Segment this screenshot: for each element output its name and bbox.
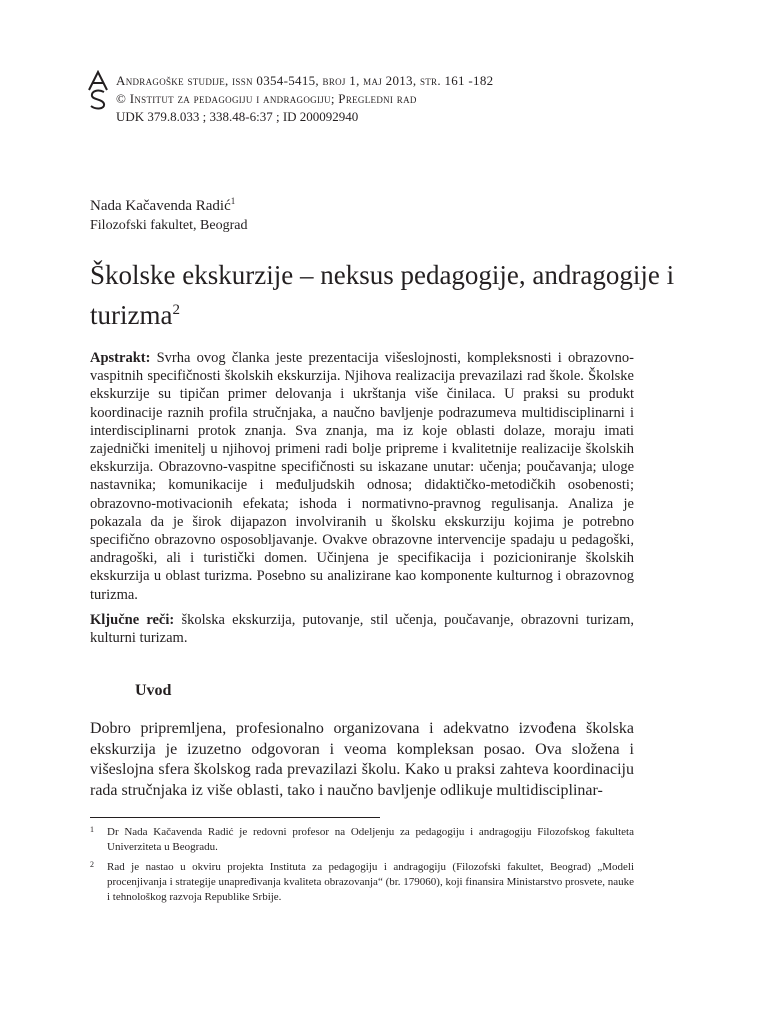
author-block bbox=[90, 192, 247, 235]
body-paragraph: Dobro pripremljena, profesionalno organizovana i adekvatno izvođena školska ekskurzija je izuzetno odgovoran i veoma kompleksan posao. Ova složena i višeslojna sfera školskog rada prevazilazi školu. Kako u praksi zahteva koordinaciju rada stručnjaka iz više oblasti, tako i naučno bavljenje odlikuje multidisciplinar- bbox=[90, 720, 634, 799]
footnote-text: Dr Nada Kačavenda Radić je redovni profesor na Odeljenju za pedagogiju i andragogiju Filozofskog fakulteta Univerziteta u Beogradu. bbox=[107, 826, 634, 853]
footnote-item bbox=[90, 825, 634, 855]
journal-logo bbox=[86, 70, 110, 110]
footnote-divider bbox=[90, 817, 380, 818]
article-title bbox=[90, 258, 690, 333]
abstract-label: Apstrakt: bbox=[90, 350, 151, 366]
keywords-label: Ključne reči: bbox=[90, 612, 175, 628]
journal-header bbox=[116, 72, 493, 126]
section-heading: Uvod bbox=[135, 682, 172, 699]
footnote-item bbox=[90, 860, 634, 905]
abstract bbox=[90, 349, 634, 604]
keywords-text: školska ekskurzija, putovanje, stil učenja, poučavanje, obrazovni turizam, kulturni turizam. bbox=[90, 612, 635, 647]
journal-udk: UDK 379.8.033 ; 338.48-6:37 ; ID 200092940 bbox=[116, 109, 359, 124]
journal-copyright: © Institut za pedagogiju i andragogiju; Pregledni rad bbox=[116, 91, 417, 106]
footnote-text: Rad je nastao u okviru projekta Instituta za pedagogiju i andragogiju (Filozofski fakultet, Beograd) „Modeli procenjivanja i strategije unapređivanja kvaliteta obrazovanja“ (br. 179060), koji finansira Ministarstvo prosvete, nauke i tehnološkog razvoja Republike Srbije. bbox=[107, 861, 634, 903]
footnote-mark: 2 bbox=[90, 860, 94, 869]
abstract-text: Svrha ovog članka jeste prezentacija višeslojnosti, kompleksnosti i obrazovno-vaspitnih specifičnosti školskih ekskurzija. Njihova realizacija prevazilazi rad škole. Školske ekskurzije su tipičan primer delovanja i ukrštanja više činilaca. U praksi su produkt koordinacije raznih profila stručnjaka, a naučno bavljenje podrazumeva multidisciplinarni i interdisciplinarni protok znanja. Sva znanja, ma iz koje oblasti dolaze, moraju imati zajednički imenitelj u njihovoj primeni radi bolje pripreme i kvalitetnije realizacije školskih ekskurzija. Obrazovno-vaspitne specifičnosti su iskazane unutar: učenja; poučavanja; uloge nastavnika; komunikacije i međuljudskih odnosa; didaktičko-metodičkih osobenosti; obrazovno-motivacionih efekata; ishoda i normativno-pravnog regulisanja. Analiza je pokazala da je širok dijapazon involviranih u školsku ekskurziju kojima je potrebno specifično obrazovno osposobljavanje. Ovakve obrazovne intervencije spadaju u pedagoški, andragoški, ali i turistički domen. Učinjena je specifikacija i pozicioniranje školskih ekskurzija u oblast turizma. Posebno su analizirane kao komponente kulturnog i obrazovnog turizma. bbox=[90, 350, 634, 603]
author-name-text: Nada Kačavenda Radić bbox=[90, 198, 231, 214]
author-affiliation: Filozofski fakultet, Beograd bbox=[90, 218, 248, 233]
article-title-text: Školske ekskurzije – neksus pedagogije, andragogije i turizma bbox=[90, 260, 675, 330]
keywords bbox=[90, 611, 634, 647]
title-footnote-mark: 2 bbox=[172, 302, 180, 318]
footnotes bbox=[90, 825, 634, 910]
journal-citation: Andragoške studije, issn 0354-5415, broj 1, maj 2013, str. 161 -182 bbox=[116, 73, 494, 88]
author-name bbox=[90, 192, 247, 216]
footnote-mark: 1 bbox=[90, 825, 94, 834]
author-footnote-mark: 1 bbox=[230, 196, 236, 206]
